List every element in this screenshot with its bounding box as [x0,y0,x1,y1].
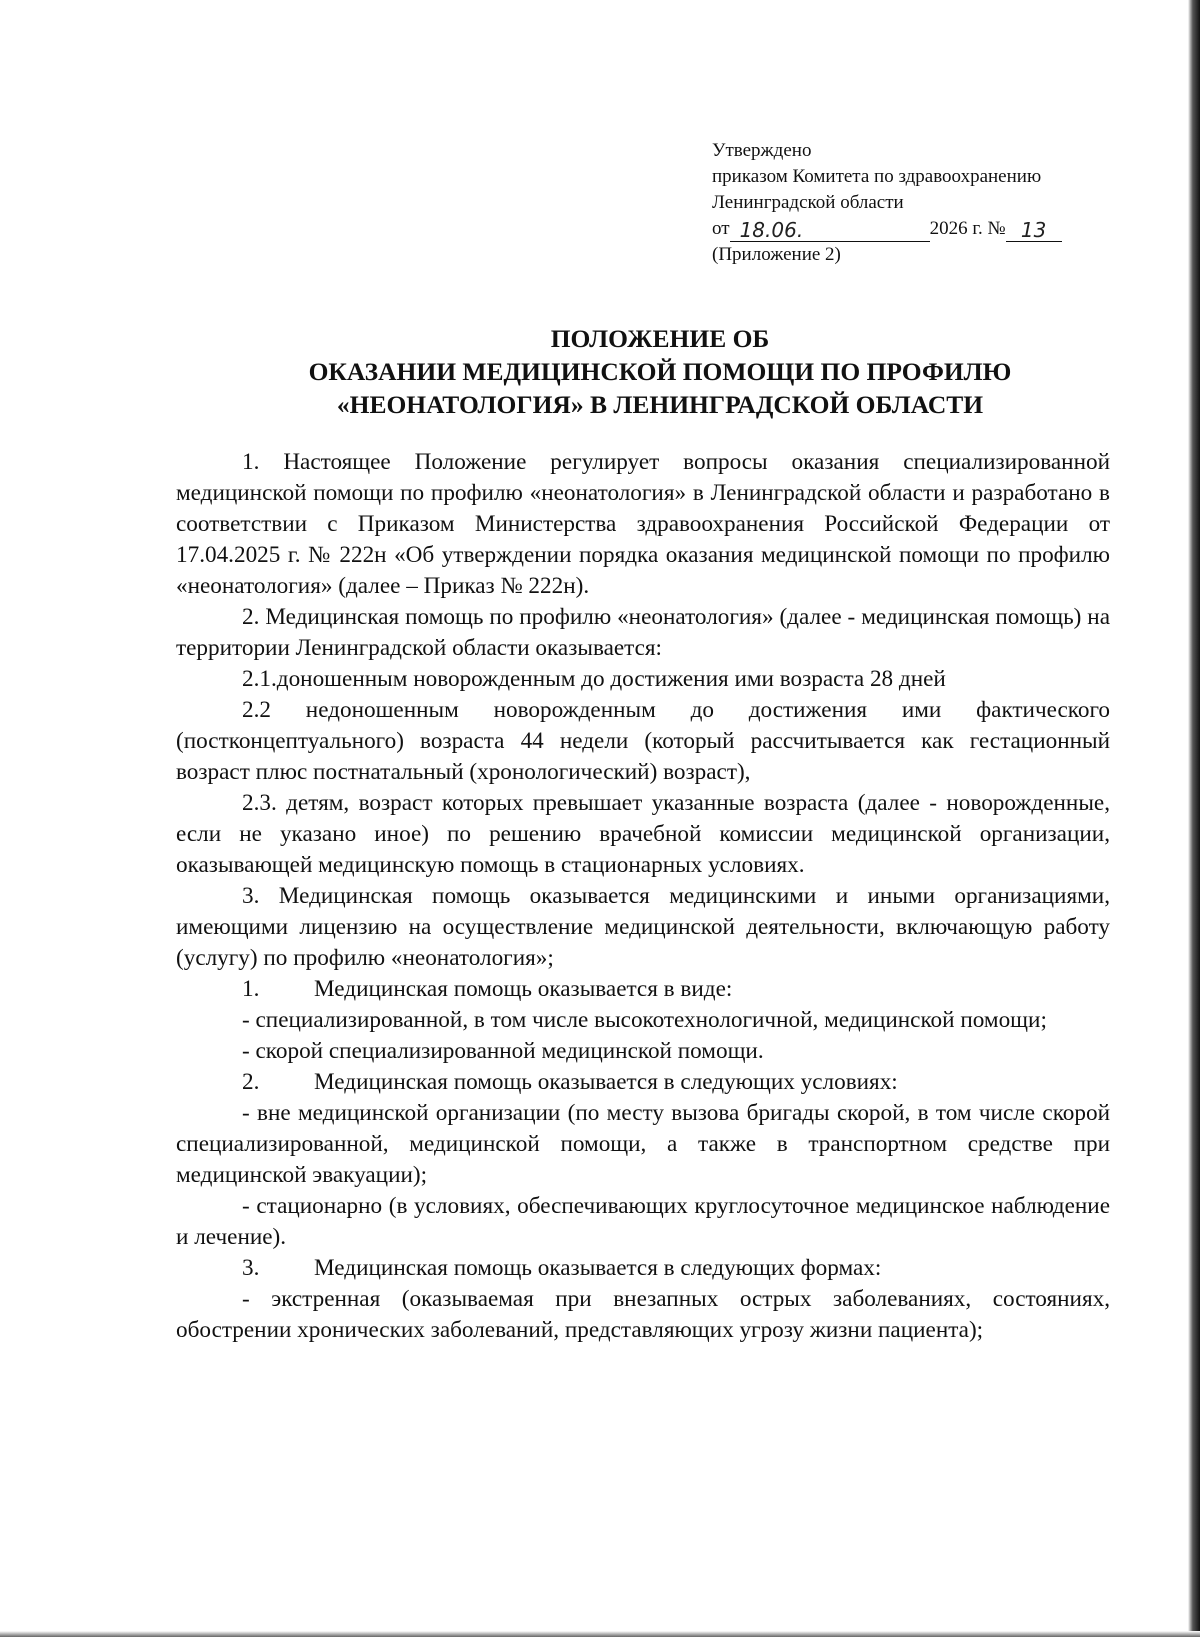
approval-heading: Утверждено [712,140,812,161]
scan-edge-right [1188,0,1200,1637]
paragraph-2-1: 2.1.доношенным новорожденным до достижения ими возраста 28 дней [242,666,946,692]
paragraph-3: 3. Медицинская помощь оказывается медицинскими и иными организациями, имеющими лицензию на осуществление медицинской деятельности, включающую работу (услугу) по профилю «неонатология»; [176,883,1110,971]
dash-item-4: - стационарно (в условиях, обеспечивающих круглосуточное медицинское наблюдение и лечение). [176,1193,1110,1250]
approval-region: Ленинградской области [712,192,904,213]
paragraph-1: 1. Настоящее Положение регулирует вопросы оказания специализированной медицинской помощи по профилю «неонатология» в Ленинградской области и разработано в соответствии с Приказом Министерства здравоохранения Российской Федерации от 17.04.2025 г. № 222н «Об утверждении порядка оказания медицинской помощи по профилю «неонатология» (далее – Приказ № 222н). [176,449,1110,599]
dash-item-2: - скорой специализированной медицинской помощи. [242,1038,764,1064]
appendix-label: (Приложение 2) [712,244,841,265]
title-line-2: ОКАЗАНИИ МЕДИЦИНСКОЙ ПОМОЩИ ПО ПРОФИЛЮ [308,357,1012,386]
handwritten-date: 18.06. [730,219,930,242]
title-line-1: ПОЛОЖЕНИЕ ОБ [550,324,770,353]
title-line-3: «НЕОНАТОЛОГИЯ» В ЛЕНИНГРАДСКОЙ ОБЛАСТИ [336,390,984,419]
dash-item-3: - вне медицинской организации (по месту вызова бригады скорой, в том числе скорой специализированной, медицинской помощи, а также в транспортном средстве при медицинской эвакуации); [176,1100,1110,1188]
date-prefix: от [712,218,730,239]
handwritten-order-number: 13 [1006,219,1062,242]
list-item-3-number: 3. [242,1255,260,1281]
scan-edge-bottom [0,1631,1200,1637]
list-item-1-number: 1. [242,976,260,1002]
paragraph-2-2: 2.2 недоношенным новорожденным до достижения ими фактического (постконцептуального) возраста 44 недели (который рассчитывается как гестационный возраст плюс постнатальный (хронологический) возраст), [176,697,1110,785]
list-item-3-text: Медицинская помощь оказывается в следующих формах: [314,1255,882,1281]
list-item-1 [176,974,1110,1005]
list-item-1-text: Медицинская помощь оказывается в виде: [314,976,733,1002]
approval-date-line [712,216,1062,242]
list-item-2-text: Медицинская помощь оказывается в следующих условиях: [314,1069,898,1095]
list-item-2 [176,1067,1110,1098]
dash-item-1: - специализированной, в том числе высокотехнологичной, медицинской помощи; [242,1007,1047,1033]
document-title [180,322,1140,421]
dash-item-5: - экстренная (оказываемая при внезапных острых заболеваниях, состояниях, обострении хронических заболеваний, представляющих угрозу жизни пациента); [176,1286,1110,1343]
year-text: 2026 г. № [929,218,1006,239]
paragraph-2: 2. Медицинская помощь по профилю «неонатология» (далее - медицинская помощь) на территории Ленинградской области оказывается: [176,604,1110,661]
approval-stamp-block [712,138,1062,268]
paragraph-2-3: 2.3. детям, возраст которых превышает указанные возраста (далее - новорожденные, если не указано иное) по решению врачебной комиссии медицинской организации, оказывающей медицинскую помощь в стационарных условиях. [176,790,1110,878]
list-item-3 [176,1253,1110,1284]
document-body [176,447,1110,1346]
list-item-2-number: 2. [242,1069,260,1095]
approval-order-by: приказом Комитета по здравоохранению [712,166,1042,187]
